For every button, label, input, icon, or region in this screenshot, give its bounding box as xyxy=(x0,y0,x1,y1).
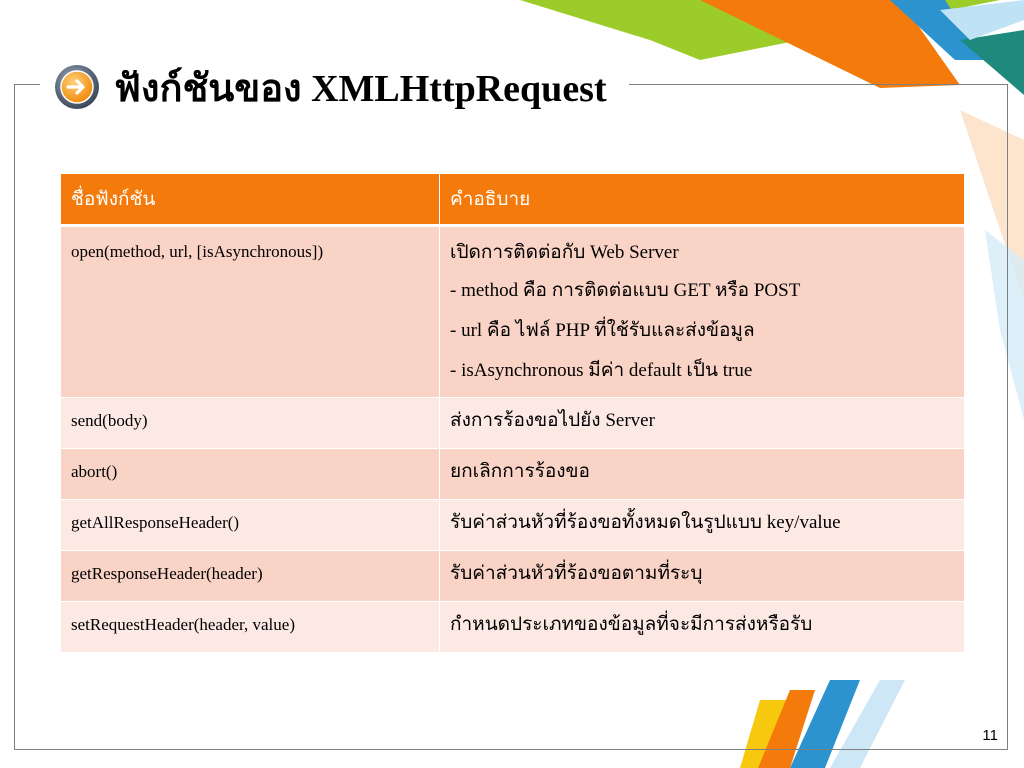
description-line: - method คือ การติดต่อแบบ GET หรือ POST xyxy=(450,280,801,301)
table-row-open xyxy=(61,226,965,398)
header-description: คำอธิบาย xyxy=(440,174,965,226)
table-row-set-request-header xyxy=(61,602,965,653)
function-description: กำหนดประเภทของข้อมูลที่จะมีการส่งหรือรับ xyxy=(440,602,965,653)
function-description: รับค่าส่วนหัวที่ร้องขอตามที่ระบุ xyxy=(440,551,965,602)
function-name: getAllResponseHeader() xyxy=(61,500,440,551)
function-name: abort() xyxy=(61,449,440,500)
table-row-send xyxy=(61,398,965,449)
function-description xyxy=(440,226,965,398)
functions-table xyxy=(60,173,965,653)
description-line: - isAsynchronous มีค่า default เป็น true xyxy=(450,360,753,381)
function-name: send(body) xyxy=(61,398,440,449)
function-description: รับค่าส่วนหัวที่ร้องขอทั้งหมดในรูปแบบ key/value xyxy=(440,500,965,551)
function-name: open(method, url, [isAsynchronous]) xyxy=(61,226,440,398)
function-description: ส่งการร้องขอไปยัง Server xyxy=(440,398,965,449)
description-line: เปิดการติดต่อกับ Web Server xyxy=(450,242,679,263)
page-title: ฟังก์ชันของ XMLHttpRequest xyxy=(114,67,607,110)
table-row-get-response-header xyxy=(61,551,965,602)
arrow-right-circle-icon xyxy=(54,64,100,110)
title-bar xyxy=(40,50,629,124)
function-description: ยกเลิกการร้องขอ xyxy=(440,449,965,500)
table-row-get-all-response-header xyxy=(61,500,965,551)
table-header-row xyxy=(61,174,965,226)
function-name: setRequestHeader(header, value) xyxy=(61,602,440,653)
header-function-name: ชื่อฟังก์ชัน xyxy=(61,174,440,226)
page-number: 11 xyxy=(982,727,998,744)
table-row-abort xyxy=(61,449,965,500)
function-name: getResponseHeader(header) xyxy=(61,551,440,602)
description-line: - url คือ ไฟล์ PHP ที่ใช้รับและส่งข้อมูล xyxy=(450,320,755,341)
